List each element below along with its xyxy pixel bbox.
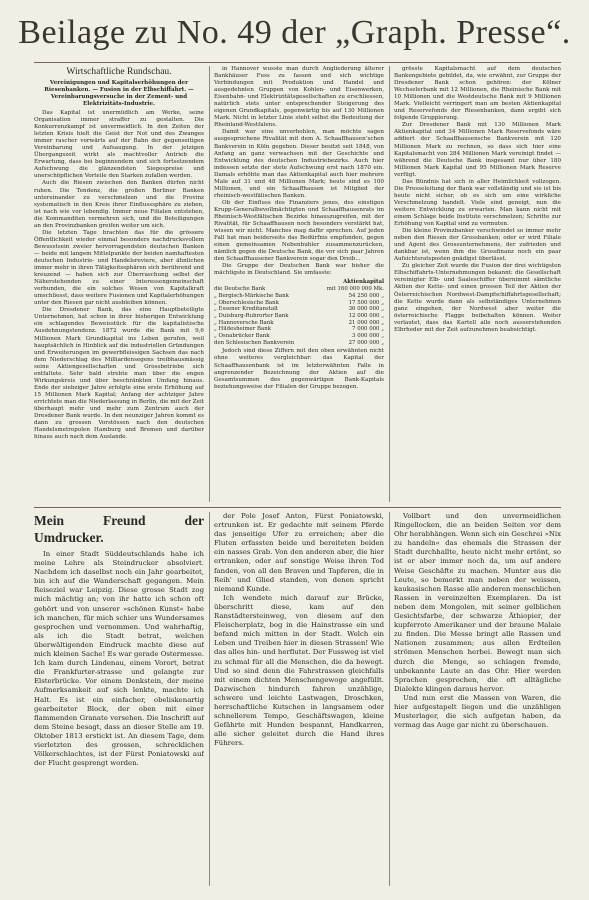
bank-capital: mit 160 000 000 Mk.	[326, 286, 384, 293]
bank-name: „ Oberschlesische Bank	[214, 299, 279, 306]
economic-column-1	[34, 66, 204, 504]
bank-capital: 54 250 000 „	[348, 292, 384, 299]
paragraph: grösste Kapitalsmacht auf dem deutschen Bankengebiete gebildet, da, wie erwähnt, zur Gruppe der Dresdener Bank schon gehören: der Kölner Wechselerbank mit 12 Millionen, die Rheinische Bank mit 10 Millionen und die Westdeutsche Bank mit 9 Millionen Mark. Vielleicht verringert man am besten Aktienkapital und Reservefonds der Riesenbanken, dann ergibt sich folgende Gruppierung.	[394, 66, 561, 122]
paragraph: Das Bündnis hat sich in aller Heimlichkeit vollzogen. Die Presseleitung der Bank war vollständig und sie ist bis heute nicht sicher, ob es sich um eine wirkliche Verschmelzung handelt. Viele sind geneigt, nun die weitere Entwicklung zu erwarten. Man kann nicht mit einem Schlage beide Institute verschmelzen; Schritte zur Erhöhung von Kapital sind zu vermuten.	[394, 178, 561, 228]
column-divider	[209, 66, 210, 502]
paragraph: Die Gruppe der Deutschen Bank war bisher die mächtigste in Deutschland. Sie umfasste:	[214, 263, 384, 277]
economic-column-3	[394, 66, 561, 504]
bank-name: den Schlesischen Bankverein	[214, 339, 295, 346]
table-row	[214, 293, 384, 300]
paragraph: der Pole Josef Anton, Fürst Poniatowski, ertrunken ist. Er gedachte mit seinem Pferde das jenseitige Ufer zu erreichen; aber die Fluten erfassten beide und bereiteten beiden ein nasses Grab. Von den anderen aber, die hier ertranken, oder auf sonstige Weise ihren Tod fanden, von all den Braven und Tapferen, die in Reih' und Glied standen, von denen spricht niemand Kunde.	[214, 512, 384, 593]
table-row	[214, 340, 384, 347]
table-row	[214, 333, 384, 340]
bank-name: „ Hildesheimer Bank	[214, 326, 271, 333]
table-row	[214, 313, 384, 320]
table-row	[214, 300, 384, 307]
table-header-label	[214, 279, 313, 286]
paragraph: Jedoch sind diese Ziffern mit den oben erwähnten nicht ohne weiteres vergleichbar: das Kapital der Schaaffhausenbank ist im letzterwähnten Falle in angrenzender Bezeichnung der Aktien auf die Gesamtsummen des gegenwärtigen Bank-Kapitals beziehungsweise der Filialen der Gruppe bezogen.	[214, 348, 384, 390]
economic-column-2	[214, 66, 384, 504]
column-divider	[389, 512, 390, 886]
bank-capital: 7 000 000 „	[352, 326, 384, 333]
table-header-row	[214, 279, 384, 286]
paragraph: Vollbart und den unvermeidlichen Ringellocken, die an beiden Seiten vor dem Ohr herabhängen. Wenn sich ein Geschrei »Nix zu handeln« das ehemals die Strassen der Stadt durchhallte, heute nicht mehr ertönt, so ist er aber immer noch da, um auf andere Weise Geschäfte zu machen. Munter aus die Leute, so bemerkt man neben der weissen, kaukasischen Rasse alle anderen menschlichen Rassen in vereinzelten Exemplaren. Da ist neben dem Mongolen, mit seiner gelblichen Gesichtsfarbe, der schwarze Äthiopier, der kupferrote Amerikaner und der braune Malaie zu finden. Die Messe bringt alle Rassen und Nationen zusammen; aus allen Erdteilen strömen Menschen herbei. Bewegt man sich durch die Menge, so schlagen fremde, unbekannte Laute an das Ohr. Hier werden Sprachen gesprochen, die oft alltägliche Dialekte klingen daraus hervor.	[394, 512, 561, 693]
bank-capital: 3 000 000 „	[352, 333, 384, 340]
table-row	[214, 320, 384, 327]
paragraph: Auch die Riesen zwischen den Banken dürfen nicht ruhen. Die Tendenz, die großen Berliner Banken untereinander zu verschmelzen und die Provinz systematisch in den Kreis ihrer Einflusssphäre zu ziehen, ist nach wie vor lebendig. Immer neue Filialen entstehen, die Kommanditen vermehren sich, und die Beteiligungen an den Provinzbanken greifen weiter um sich.	[34, 180, 204, 229]
bank-name: „ Duisburg-Ruhrorter Bank	[214, 312, 289, 319]
masthead-title: Beilage zu No. 49 der „Graph. Presse“.	[18, 14, 571, 51]
section-rule	[34, 507, 561, 508]
paragraph: in Hannover wusste man durch Angliederung älterer Bankhäuser Fuss zu fassen und sich wichtige Verbindungen mit Produktion und Handel und ausgedehnten Gruppen von Kohlen- und Eisenwerken, Eisenbahn- und Elektrizitätsgesellschaften zu erschliessen, natürlich stets unter entsprechender Steigerung des eigenen Grundkapitals, gegenwärtig bis auf 130 Millionen Mark. Nicht in letzter Linie steht selbst die Bedeutung der Rheinland-Westfalens.	[214, 66, 384, 129]
bank-capital: 17 500 000 „	[348, 299, 384, 306]
story-title: Mein Freund der Umdrucker.	[34, 513, 204, 545]
bank-name: „ Bergisch-Märkische Bank	[214, 292, 289, 299]
economic-review-subtitle: Vereinigungen und Kapitalserhöhungen der Riesenbanken. — Fusion in der Elbschiffahrt. — Vereinbarungsversuche in der Zement- und Elektrizitäts-Industrie.	[44, 80, 194, 107]
table-row	[214, 326, 384, 333]
bank-name: „ Essener Kreditanstalt	[214, 306, 278, 313]
economic-review-title: Wirtschaftliche Rundschau.	[66, 67, 172, 77]
table-row	[214, 306, 384, 313]
paragraph: Ob der Einfluss des Finanziers jenes, des einstigen Krupp-Generalbevollmächtigten und Schaaffhausenrats im Rheinisch-Westfälischen Bezirke hinauszugreifen, mit der Rivalität, für Schaaffhausen noch besonders verstärkt hat, wissen wir nicht. Manches mag dafür sprechen. Auf jeden Fall hat man beiderseits das Bedürfnis empfunden, gegen einen gemeinsamen Nebenbuhler zusammenzurücken, nämlich gegen die Deutsche Bank, die vor sich paar Jahren den Schaaffhausener Bankverein sogar den Dreib...	[214, 199, 384, 263]
bank-capital: 21 000 000 „	[348, 319, 384, 326]
paragraph: Zu gleicher Zeit wurde die Fusion der drei wichtigsten Elbschiffahrts-Unternehmungen bekannt: die Gesellschaft vereinigter Elb- und Saaleschiffer übernimmt sämtliche Aktien der Kette- und einen grossen Teil der Aktien der Österreichischen Nordwest-Dampfschiffahrtsgesellschaft; die Kette wurde dann als selbständiges Unternehmen ganz eingehen, der Nordwest aber weiter die österreichische Flagge beibehalten können. Weiter verlautet, dass das Kartell alle noch ausserstehenden Elbrheder mit der Zeit aufzunehmen beabsichtigt.	[394, 263, 561, 333]
story-column-2	[214, 512, 384, 888]
paragraph: Zur Dresdener Bank mit 130 Millionen Mark Aktienkapital und 34 Millionen Mark Reservefonds wäre addiert der Schaaffhausensche Bankverein mit 120 Millionen Mark zu rechnen, so dass sich hier eine Kapitalsmacht von 284 Millionen Mark vereinigt findet — während die Deutsche Bank insgesamt nur über 180 Millionen Mark Kapital und 95 Millionen Mark Reserve verfügt.	[394, 122, 561, 178]
bank-capital: 27 000 000 „	[348, 339, 384, 346]
paragraph: Und nun erst die Massen von Waren, die hier aufgestapelt liegen und die unzähligen Musterlager, die sich aufgetan haben, da vermag das Auge gar nicht zu überschauen.	[394, 693, 561, 730]
story-column-1	[34, 512, 204, 888]
bank-capital: 36 000 000 „	[348, 306, 384, 313]
bank-capital-table	[214, 279, 384, 346]
bank-name: die Deutsche Bank	[214, 286, 266, 293]
bank-capital: 12 000 000 „	[348, 312, 384, 319]
masthead-rule	[34, 62, 561, 63]
paragraph: Damit war eine unverhohlen, man möchte sagen ausgesprochene Rivalität mit dem A. Schaaffhausen’schen Bankverein in Köln gegeben. Dieser besitzt seit 1848, von Anfang an ganz verwachsen mit der Geschichte und Entwicklung des deutschen Industriebezirks. Auch hier indessen setzte der stete Aufschwung erst nach 1870 ein. Damals erhöhte man das Aktienkapital auch hier mehrere Male auf 31 und 48 Millionen Mark; heute sind es 100 Millionen, und ein Schaaffhausen ist Mitglied der rheinisch-westfälischen Banken.	[214, 129, 384, 199]
paragraph: Das Kapital ist unermüdlich am Werke, seine Organisation immer straffer zu gestalten. Die Konkurrenzkampf ist unvermeidlich. In den Zeiten der letzten Krisis hielt die Geist der Not und des Zwanges immer rascher vorwärts auf der Bahn der gegenseitigen Vereinbarung und Aufsaugung. In der jetzigen Übergangszeit wirkt als machtvoller Antrieb die Erwartung, dass bei beginnendem und sich fortsetzendem Aufschwung die glänzendsten Siegespreise und unerschöpflichen Vorteile den Starken zufallen werden.	[34, 110, 204, 180]
bank-name: „ Osnabrücker Bank	[214, 333, 270, 340]
paragraph: Die kleine Provinzbanker verschwindet so immer mehr neben den Riesen der Grossbanken; oder er wird Filiale und Agent des Grossunternehmens, der zufrieden und dankbar ist, wenn ihm die Grossfinanz noch ein paar Aufsichtsratsposten gnädigst überlässt.	[394, 228, 561, 263]
story-column-3	[394, 512, 561, 888]
table-row	[214, 286, 384, 293]
paragraph: In einer Stadt Süddeutschlands habe ich meine Lehre als Steindrucker absolviert. Nachdem ich daselbst noch ein Jahr gearbeitet, bin ich auf die Wanderschaft gegangen. Mein Reiseziel war Leipzig. Diese grosse Stadt zog mich mächtig an; von ihr hatte ich schon oft gehört und von unserer »schönen Kunst« habe ich manchen, für mich schier uns Wundersames gesprochen und vernommen. Und wahrhaftig, als ich die Stadt betrat, welchen überwältigenden Eindruck machte diese auf mich kleinen Sache! Es war gerade Ostermesse. Ich kam durch Lindenau, einem Vorort, betrat die Frankfurter-strasse und gelangte zur Elsterbrücke. Vor einem Denkstein, der meine Aufmerksamkeit auf sich lenkte, machte ich Halt. Es ist ein einfacher, obeliskenartig gearbeiteter Block, der oben mit einer flammenden Granate versehen. Die Inschrift auf dem Steine besagt, dass an dieser Stelle am 19. Oktober 1813 erstickt ist. An diesem Tage, dem vierletzten des grossen, schrecklichen Völkerschlachtes, ist der Fürst Poniatowski auf der Flucht gesprengt worden.	[34, 550, 204, 768]
bank-name: „ Hannoversche Bank	[214, 319, 274, 326]
paragraph: Ich wendete mich darauf zur Brücke, überschritt diese, kam auf den Ranstädtersteinweg, von diesem auf den Fleischerplatz, bog in die Hainstrasse ein und befand mich mitten in der Stadt. Welch ein Leben und Treiben hier in diesen Strassen! Wie das alles hin- und herflutet. Der Fussweg ist viel zu schmal für all die Menschen, die da bewegt. Und so sind denn die Fahrstrassen gleichfalls mit einem dichten Menschengewoge angefüllt. Dazwischen hindurch fahren unzählige, schwere und leichte Lastwagen, Droschken, herrschaftliche Kutschen in langsamem oder schnellerem Tempo, Geschäftswagen, kleine Gefährte mit Hunden bespannt, Handkarren, alle sicher geleitet durch die Hand ihres Führers.	[214, 593, 384, 748]
column-divider	[209, 512, 210, 886]
table-header-value: Aktienkapital	[343, 279, 384, 286]
column-divider	[389, 66, 390, 502]
paragraph: Die Dresdener Bank, das eine Hauptbeteiligte Unternehmen, hat schon in ihrer bisherigen Entwicklung ein schlagendes Beweisstück für die kapitalistische Ausdehnungstendenz. 1872 wurde die Bank mit 9,6 Millionen Mark Grundkapital ins Leben gerufen, weil hauptsächlich in Hinblick auf die industriellen Gründungen und Erweiterungen im gewerbfleissigen Sachsen das nach dem Niederschlag des Milliardensegens treibhausmässig seine Aktiengesellschaften und Grossbetriebe sich entfaltete. Sehr bald strebte man über die engen Wirkungskreis und über beschränkten Umfang hinaus. Ende der siebziger Jahre erfolgte eine erste Erhöhung auf 15 Millionen Mark Kapital; Anfang der achtziger Jahre errichtete man die Niederlassung in Berlin, die mit der Zeit überhaupt mehr und mehr zum Zentrum auch der Dresdener Bank wurde. In den neunziger Jahren kommt es dann zu grossen Vorstössen nach den deutschen Handelsmetropolen Hamburg und Bremen und darüber hinaus auch nach dem Auslande.	[34, 307, 204, 441]
paragraph: Die letzten Tage brachten das für die grössere Öffentlichkeit wieder einmal besonders nachdrucksvollem Bewusstsein zweier hervorragendsten deutschen Banken — beide mit langem Mittelpunkte der beiden namhaftesten deutschen Industrie- und Handelsreviere, aber ähnlichen immer mehr in ihren Tätigkeitssphären sich berührend und kreuzend — haben sich zur Überraschung selbst der Näherstehenden zu einer Interessengemeinschaft verbunden, die ein solches Wesen von Kapitalkraft umschliesst, dass weitere Fusionen und Kapitalerhöhungen unter den Riesen gar nicht ausbleiben können.	[34, 229, 204, 307]
